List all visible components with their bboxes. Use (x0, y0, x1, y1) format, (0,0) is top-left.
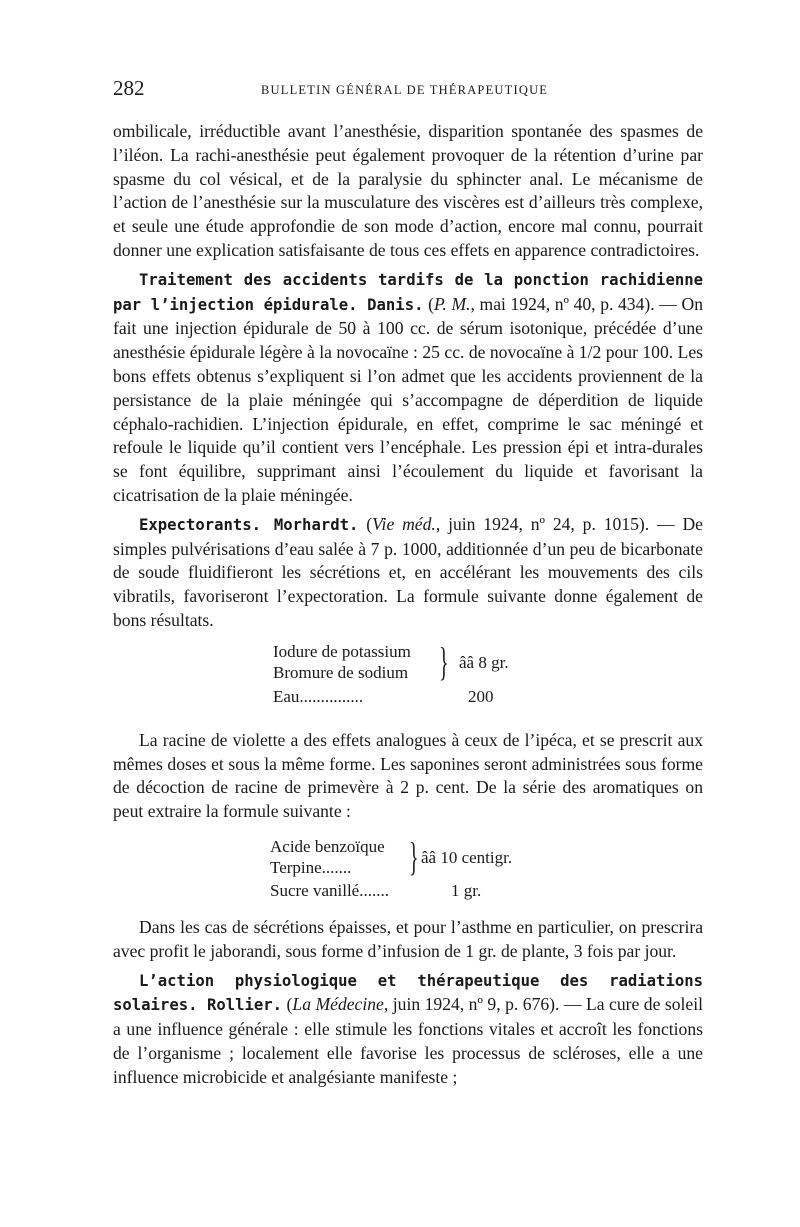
formula-ingredient: Acide benzoïque (270, 836, 385, 856)
reference-details: , juin 1924, nº 24, p. 1015). — (435, 513, 675, 534)
abstract-expectorants: Expectorants. Morhardt. (Vie méd., juin 1924, nº 24, p. 1015). — De simples pulvérisations d’eau salée à 7 p. 1000, additionnée d’un peu de bicarbonate de soude fluidifieront les sécrétions et, en accélérant les mouvements des cils vibratils, favoriseront l’expectoration. La formule suivante donne également de bons résultats. (113, 513, 703, 630)
paragraph-text: ombilicale, irréductible avant l’anesthésie, disparition spontanée des spasmes de l’iléon. La rachi-anesthésie peut également provoquer de la rétention d’urine par spasme du col vésical, et de la paralysie du sphincter anal. Le mécanisme de l’action de l’anesthésie sur la musculature des viscères est d’ailleurs très complexe, et seule une étude approfondie de son mode d’action, encore mal connu, pourrait donner une explication satisfaisante de tous ces effets en apparence contradictoires. (113, 121, 703, 260)
abstract-epidural-injection: Traitement des accidents tardifs de la ponction rachidienne par l’injection épidurale. Danis. (P. M., mai 1924, nº 40, p. 434). — On fait une injection épidurale de 50 à 100 cc. de sérum isotonique, précédée d’une anesthésie épidurale légère à la novocaïne : 25 cc. de novocaïne à 1/2 pour 100. Les bons effets obtenus s’expliquent si l’on admet que les accidents proviennent de la persistance de la plaie méningée qui s’accompagne de déperdition de liquide céphalo-rachidien. L’injection épidurale, en effet, comprime le sac méningé et refoule le liquide qu’il contient vers l’encéphale. Les pression épi et intra-durales se font équilibre, supprimant ainsi l’écoulement du liquide et favorisant la cicatrisation de la plaie méningée. (113, 270, 703, 505)
abstract-solar-radiation: L’action physiologique et thérapeutique des radiations solaires. Rollier. (La Médecine, juin 1924, nº 9, p. 676). — La cure de soleil a une influence générale : elle stimule les fonctions vitales et accroît les fonctions de l’organisme ; localement elle favorise les processus de scléroses, elle a une influence microbicide et analgésiante manifeste ; (113, 971, 703, 1087)
reference-details: , juin 1924, nº 9, p. 676). — (383, 994, 582, 1015)
formula-dose: ââ 10 centigr. (421, 847, 513, 867)
formula-ingredient: Eau............... (273, 686, 364, 706)
abstract-title: Traitement des accidents tardifs de la ponction rachidienne par l’injection épidurale. Danis. (113, 270, 703, 314)
page-header (113, 76, 703, 102)
formula-dose: 1 gr. (451, 880, 482, 900)
formula-ingredient: Terpine....... (270, 857, 352, 877)
paragraph-text: La racine de violette a des effets analogues à ceux de l’ipéca, et se prescrit aux mêmes doses et sous la même forme. Les saponines seront administrées sous forme de décoction de racine de primevère à 2 p. cent. De la série des aromatiques on peut extraire la formule suivante : (113, 729, 703, 822)
journal-name: La Médecine (292, 994, 384, 1015)
formula-ingredient: Bromure de sodium (273, 662, 409, 682)
prescription-formula-2 (113, 833, 703, 908)
journal-name: P. M. (433, 293, 471, 314)
formula-dose: ââ 8 gr. (459, 652, 509, 672)
abstract-text: La cure de soleil a une influence générale : elle stimule les fonctions vitales et accroît les fonctions de l’organisme ; localement elle favorise les processus de scléroses, elle a une influence microbicide et analgésiante manifeste ; (113, 994, 703, 1087)
body-text (113, 120, 703, 1090)
page-number: 282 (113, 76, 145, 100)
brace-symbol: } (409, 833, 419, 879)
journal-name: Vie méd. (372, 513, 436, 534)
abstract-text: De simples pulvérisations d’eau salée à 7 p. 1000, additionnée d’un peu de bicarbonate de soude fluidifieront les sécrétions et, en accélérant les mouvements des cils vibratils, favoriseront l’expectoration. La formule suivante donne également de bons résultats. (113, 513, 703, 630)
formula-dose: 200 (468, 686, 494, 706)
running-title: BULLETIN GÉNÉRAL DE THÉRAPEUTIQUE (261, 83, 549, 97)
paragraph-jaborandi (113, 916, 703, 964)
formula-ingredient: Iodure de potassium (273, 641, 411, 661)
prescription-formula-1 (113, 638, 703, 719)
abstract-title: L’action physiologique et thérapeutique des radiations solaires. Rollier. (113, 971, 703, 1015)
abstract-text: On fait une injection épidurale de 50 à 100 cc. de sérum isotonique, précédée d’une anesthésie épidurale légère à la novocaïne : 25 cc. de novocaïne à 1/2 pour 100. Les bons effets obtenus s’expliquent si l’on admet que les accidents proviennent de la persistance de la plaie méningée qui s’accompagne de déperdition de liquide céphalo-rachidien. L’injection épidurale, en effet, comprime le sac méningé et refoule le liquide qu’il contient vers l’encéphale. Les pression épi et intra-durales se font équilibre, supprimant ainsi l’écoulement du liquide et favorisant la cicatrisation de la plaie méningée. (113, 293, 703, 505)
paragraph-violette (113, 729, 703, 824)
paragraph-text: Dans les cas de sécrétions épaisses, et pour l’asthme en particulier, on prescrira avec profit le jaborandi, sous forme d’infusion de 1 gr. de plante, 3 fois par jour. (113, 916, 703, 961)
brace-symbol: } (439, 638, 449, 684)
formula-ingredient: Sucre vanillé....... (270, 880, 389, 900)
paragraph-anesthesia-continuation (113, 120, 703, 263)
reference-details: , mai 1924, nº 40, p. 434). — (470, 293, 677, 314)
abstract-title: Expectorants. Morhardt. (139, 515, 359, 534)
